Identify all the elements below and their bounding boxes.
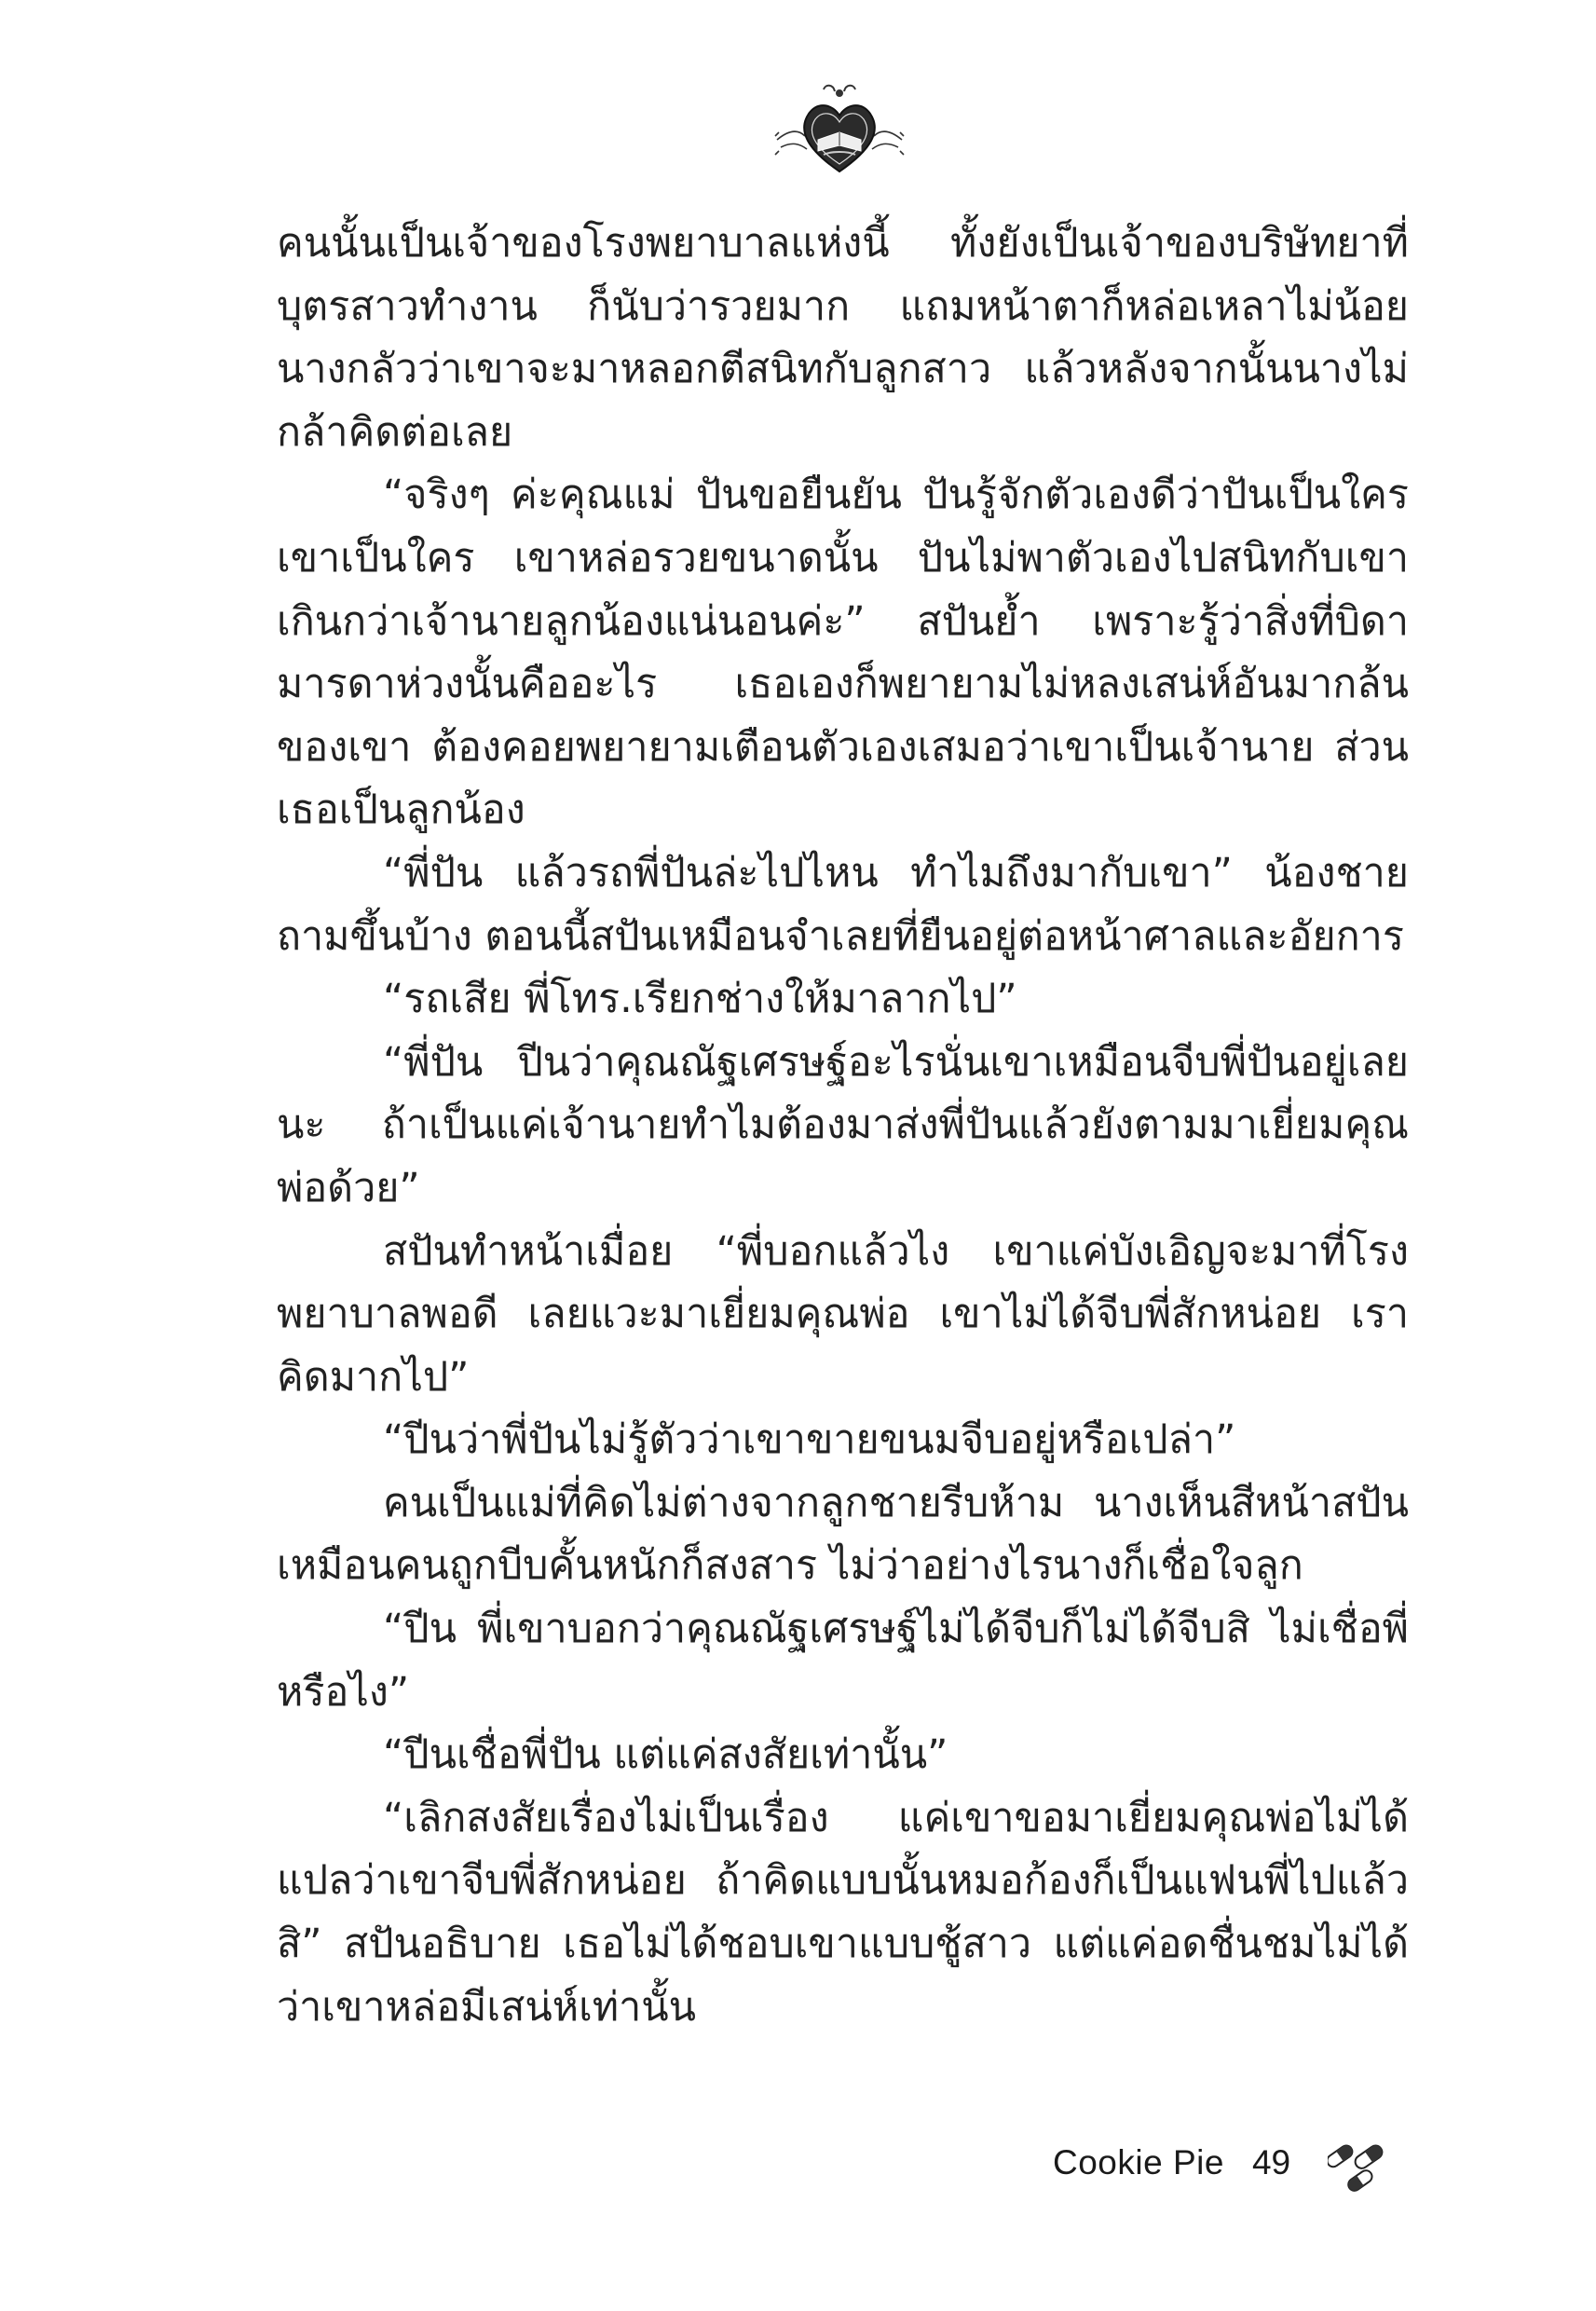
paragraph: “พี่ปัน ปีนว่าคุณณัฐเศรษฐ์อะไรนั่นเขาเหมือนจีบพี่ปันอยู่เลยนะ ถ้าเป็นแค่เจ้านายทำไมต้องมาส่งพี่ปันแล้วยังตามมาเยี่ยมคุณพ่อด้วย” xyxy=(277,1038,1409,1211)
paragraph: “รถเสีย พี่โทร.เรียกช่างให้มาลากไป” xyxy=(383,976,1017,1023)
story-text xyxy=(277,212,1409,2039)
paragraph: สปันทำหน้าเมื่อย “พี่บอกแล้วไง เขาแค่บังเอิญจะมาที่โรงพยาบาลพอดี เลยแวะมาเยี่ยมคุณพ่อ เขาไม่ได้จีบพี่สักหน่อย เราคิดมากไป” xyxy=(277,1227,1409,1401)
page-footer xyxy=(1053,2140,1393,2186)
paragraph: “ปีนว่าพี่ปันไม่รู้ตัวว่าเขาขายขนมจีบอยู่หรือเปล่า” xyxy=(383,1416,1236,1464)
paragraph: “เลิกสงสัยเรื่องไม่เป็นเรื่อง แค่เขาขอมาเยี่ยมคุณพ่อไม่ได้แปลว่าเขาจีบพี่สักหน่อย ถ้าคิดแบบนั้นหมอก้องก็เป็นแฟนพี่ไปแล้วสิ” สปันอธิบาย เธอไม่ได้ชอบเขาแบบชู้สาว แต่แค่อดชื่นชมไม่ได้ว่าเขาหล่อมีเสน่ห์เท่านั้น xyxy=(277,1794,1409,2031)
paragraph: “พี่ปัน แล้วรถพี่ปันล่ะไปไหน ทำไมถึงมากับเขา” น้องชายถามขึ้นบ้าง ตอนนี้สปันเหมือนจำเลยที่ยืนอยู่ต่อหน้าศาลและอัยการ xyxy=(277,849,1409,960)
book-title: Cookie Pie xyxy=(1053,2143,1224,2181)
paragraph: คนเป็นแม่ที่คิดไม่ต่างจากลูกชายรีบห้าม นางเห็นสีหน้าสปันเหมือนคนถูกบีบคั้นหนักก็สงสาร ไม่ว่าอย่างไรนางก็เชื่อใจลูก xyxy=(277,1479,1409,1590)
paragraph: “จริงๆ ค่ะคุณแม่ ปันขอยืนยัน ปันรู้จักตัวเองดีว่าปันเป็นใคร เขาเป็นใคร เขาหล่อรวยขนาดนั้น ปันไม่พาตัวเองไปสนิทกับเขาเกินกว่าเจ้านายลูกน้องแน่นอนค่ะ” สปันย้ำ เพราะรู้ว่าสิ่งที่บิดามารดาห่วงนั้นคืออะไร เธอเองก็พยายามไม่หลงเสน่ห์อันมากล้นของเขา ต้องคอยพยายามเตือนตัวเองเสมอว่าเขาเป็นเจ้านาย ส่วนเธอเป็นลูกน้อง xyxy=(277,472,1409,834)
paragraph: คนนั้นเป็นเจ้าของโรงพยาบาลแห่งนี้ ทั้งยังเป็นเจ้าของบริษัทยาที่บุตรสาวทำงาน ก็นับว่ารวยมาก แถมหน้าตาก็หล่อเหลาไม่น้อย นางกลัวว่าเขาจะมาหลอกตีสนิทกับลูกสาว แล้วหลังจากนั้นนางไม่กล้าคิดต่อเลย xyxy=(277,220,1409,456)
paragraph: “ปีน พี่เขาบอกว่าคุณณัฐเศรษฐ์ไม่ได้จีบก็ไม่ได้จีบสิ ไม่เชื่อพี่หรือไง” xyxy=(277,1606,1409,1716)
heart-book-emblem-icon xyxy=(770,82,909,175)
capsule-pills-icon xyxy=(1328,2130,1393,2195)
paragraph: “ปีนเชื่อพี่ปัน แต่แค่สงสัยเท่านั้น” xyxy=(383,1731,948,1779)
page-number: 49 xyxy=(1251,2143,1291,2181)
